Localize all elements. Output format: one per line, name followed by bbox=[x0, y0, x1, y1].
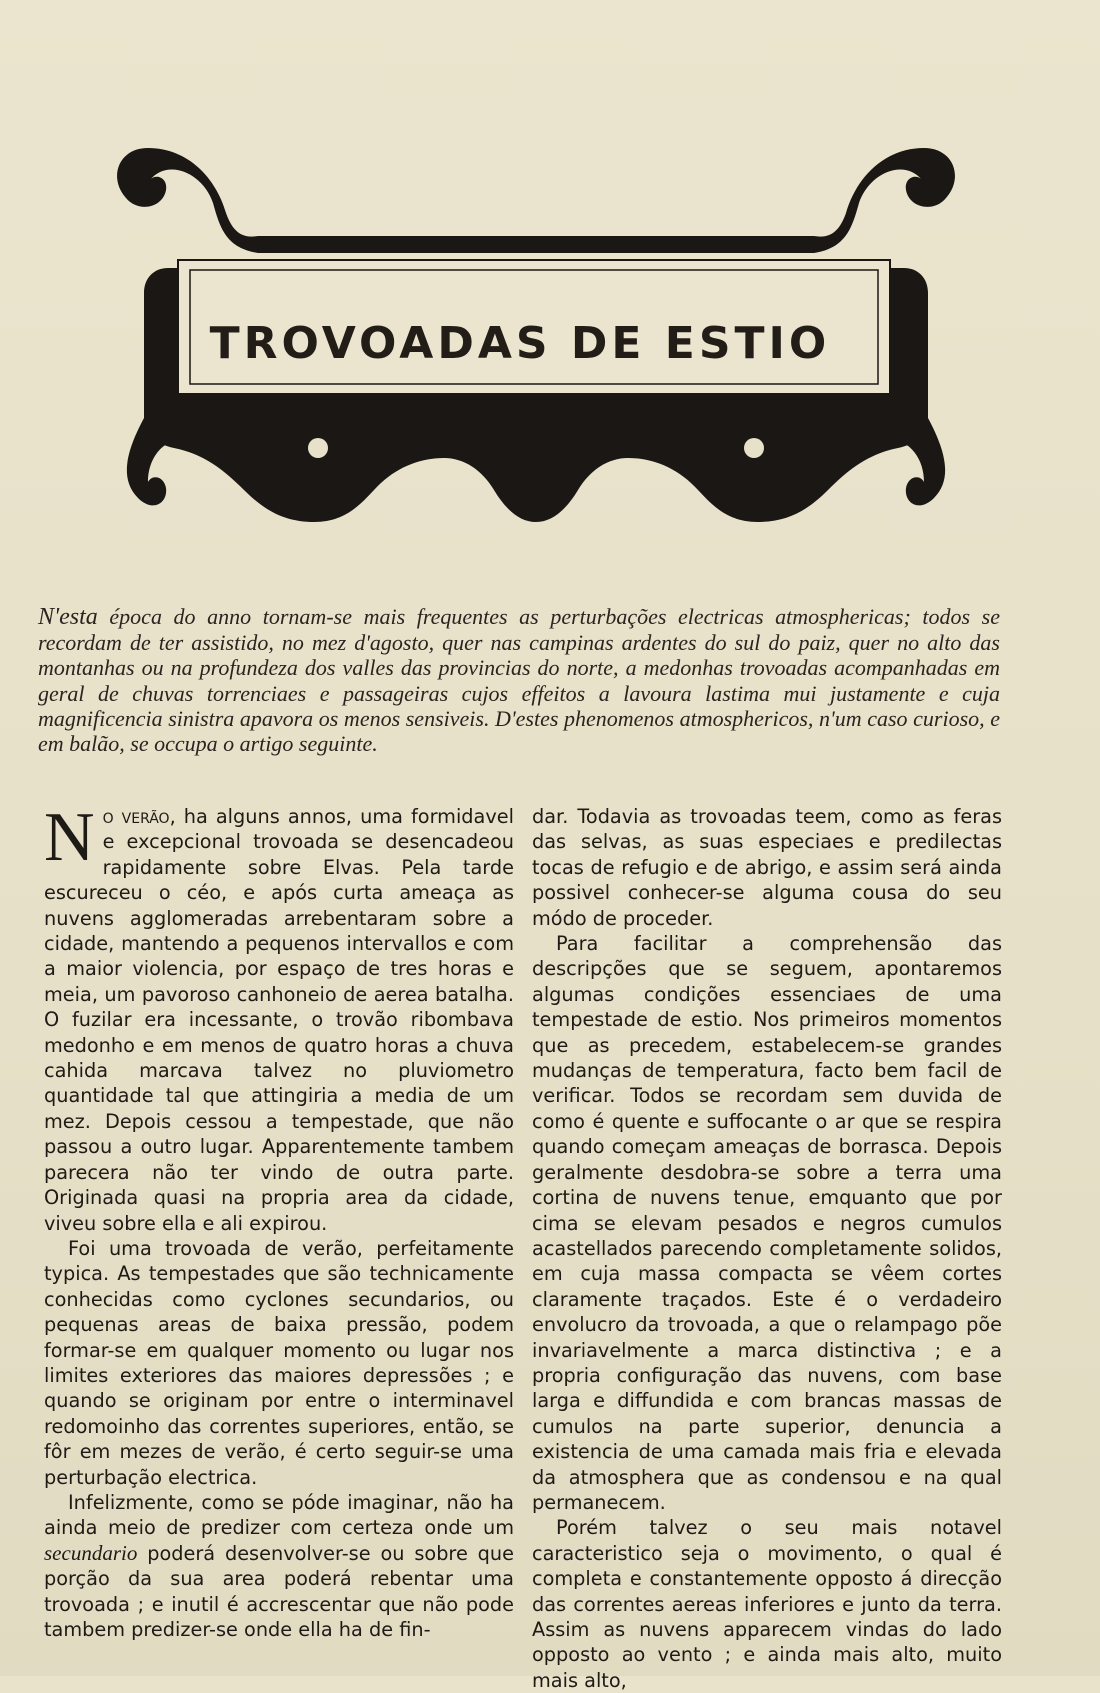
intro-text: época do anno tornam-se mais frequentes as perturbações electricas atmosphericas; todos se recordam de ter assistido, no mez d'agosto, quer nas campinas ardentes do sul do paiz, quer no alto das montanhas ou na profundeza dos valles das provincias do norte, a medonhas trovoadas acompanhadas em geral de chuvas torrenciaes e passageiras cujos effeitos a lavoura lastima mui justamente e cuja magnificencia sinistra apavora os menos sensiveis. D'estes phenomenos atmosphericos, n'um caso curioso, e em balão, se occupa o artigo seguinte. bbox=[38, 604, 1000, 757]
paragraph-1-text: , ha alguns annos, uma formidavel e excepcional trovoada se desencadeou rapidamente sobre Elvas. Pela tarde escureceu o céo, e após curta ameaça as nuvens agglomeradas arrebentaram sobre a cidade, mantendo a pequenos intervallos e com a maior violencia, por espaço de tres horas e meia, um pavoroso canhoneio de aerea batalha. O fuzilar era incessante, o trovão ribombava medonho e em menos de quatro horas a chuva cahida marcava talvez no pluviometro quantidade tal que attingiria a media de um mez. Depois cessou a tempestade, que não passou a outro lugar. Apparentemente tambem parecera não ter vindo de outra parte. Originada quasi na propria area da cidade, viveu sobre ella e ali expirou. bbox=[44, 805, 514, 1235]
paragraph-3-emphasis: secundario bbox=[44, 1540, 138, 1565]
intro-paragraph bbox=[38, 604, 1000, 756]
paragraph-6: Porém talvez o seu mais notavel caracteristico seja o movimento, o qual é completa e constantemente opposto á direcção das correntes aereas inferiores e junto da terra. Assim as nuvens apparecem vindas do lado opposto ao vento ; e ainda mais alto, muito mais alto, bbox=[532, 1516, 1002, 1692]
paragraph-2: Foi uma trovoada de verão, perfeitamente typica. As tempestades que são technicamente conhecidas como cyclones secundarios, ou pequenas areas de baixa pressão, podem formar-se em qualquer momento ou lugar nos limites exteriores das maiores depressões ; e quando se originam por entre o interminavel redomoinho das correntes superiores, então, se fôr em mezes de verão, é certo seguir-se uma perturbação electrica. bbox=[44, 1236, 514, 1489]
paragraph-3-start: Infelizmente, como se póde imaginar, não ha ainda meio de predizer com certeza onde um bbox=[44, 1490, 514, 1540]
paragraph-5: Para facilitar a comprehensão das descripções que se seguem, apontaremos algumas condições essenciaes de uma tempestade de estio. Nos primeiros momentos que as precedem, estabelecem-se grandes mudanças de temperatura, facto bem facil de verificar. Todos se recordam sem duvida de como é quente e suffocante o ar que se respira quando começam ameaças de borrasca. Depois geralmente desdobra-se sobre a terra uma cortina de nuvens tenue, emquanto que por cima se elevam pesados e negros cumulos acastellados parecendo completamente solidos, em cuja massa compacta se vêem cortes claramente traçados. Este é o verdadeiro envolucro da trovoada, a que o relampago põe invariavelmente a marca distinctiva ; e a propria configuração das nuvens, com base larga e diffundida e com brancas massas de cumulos na parte superior, denuncia a existencia de uma camada mais fria e elevada da atmosphera que as condensou e na qual permanecem. bbox=[532, 932, 1002, 1514]
column-left bbox=[44, 799, 514, 1642]
opening-smallcaps: o verão bbox=[102, 805, 170, 828]
paragraph-3 bbox=[44, 1490, 514, 1642]
article-title: TROVOADAS DE ESTIO bbox=[209, 318, 831, 369]
paragraph-1 bbox=[44, 799, 514, 1236]
paragraph-4: dar. Todavia as trovoadas teem, como as feras das selvas, as suas especiaes e predilectas tocas de refugio e de abrigo, e assim será ainda possivel conhecer-se alguma cousa do seu módo de proceder. bbox=[532, 805, 1002, 930]
drop-cap: N bbox=[44, 799, 95, 876]
column-right bbox=[532, 804, 1002, 1693]
intro-lead-word: N'esta bbox=[38, 604, 98, 630]
paragraph-3-end: poderá desenvolver-se ou sobre que porção da sua area poderá rebentar uma trovoada ; e inutil é accrescentar que não pode tambem predizer-se onde ella ha de fin- bbox=[44, 1541, 514, 1641]
